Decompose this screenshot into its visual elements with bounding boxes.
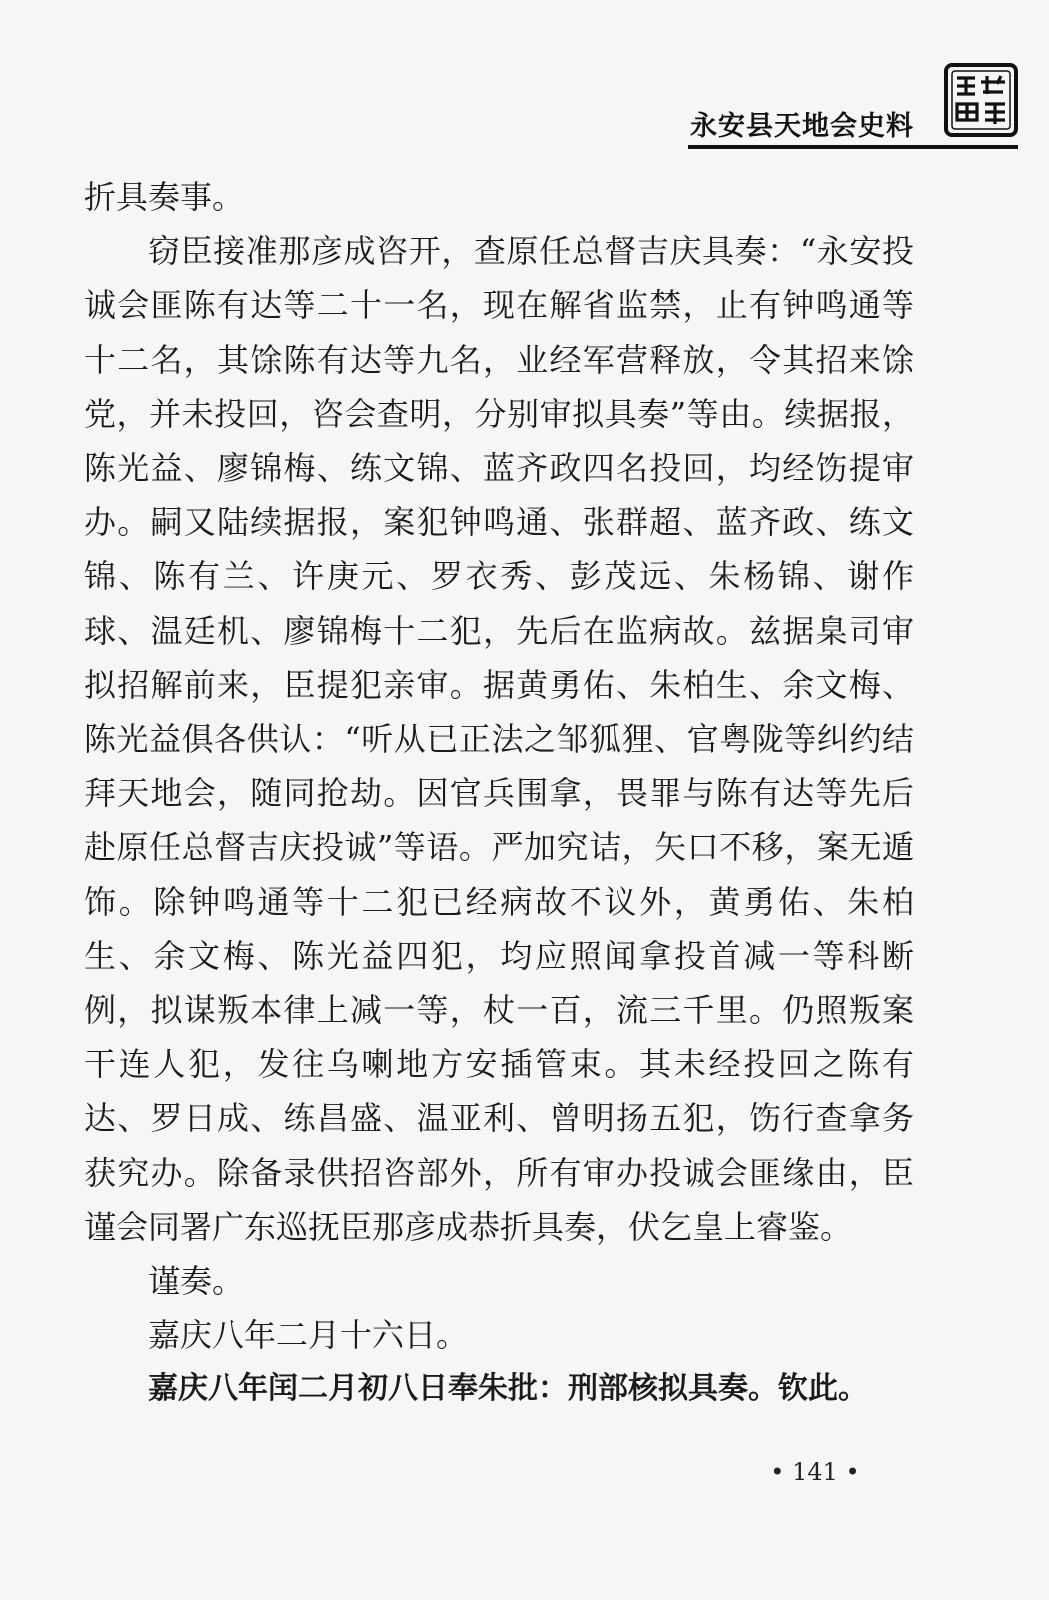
running-head-title: 永安县天地会史料 [690, 111, 914, 142]
paragraph-memorial: 窃臣接准那彦成咨开，查原任总督吉庆具奏：“永安投诚会匪陈有达等二十一名，现在解省监禁，止有钟鸣通等十二名，其馀陈有达等九名，业经军营释放，令其招来馀党，并未投回，咨会查明，分别审拟具奏”等由。续据报，陈光益、廖锦梅、练文锦、蓝齐政四名投回，均经饬提审办。嗣又陆续据报，案犯钟鸣通、张群超、蓝齐政、练文锦、陈有兰、许庚元、罗衣秀、彭茂远、朱杨锦、谢作球、温廷机、廖锦梅十二犯，先后在监病故。兹据臬司审拟招解前来，臣提犯亲审。据黄勇佑、朱柏生、余文梅、陈光益俱各供认：“听从已正法之邹狐狸、官粤陇等纠约结拜天地会，随同抢劫。因官兵围拿，畏罪与陈有达等先后赴原任总督吉庆投诚”等语。严加究诘，矢口不移，案无遁饰。除钟鸣通等十二犯已经病故不议外，黄勇佑、朱柏生、余文梅、陈光益四犯，均应照闻拿投首减一等科断例，拟谋叛本律上减一等，杖一百，流三千里。仍照叛案干连人犯，发往乌喇地方安插管束。其未经投回之陈有达、罗日成、练昌盛、温亚利、曾明扬五犯，饬行查拿务获究办。除备录供招咨部外，所有审办投诚会匪缘由，臣谨会同署广东巡抚臣那彦成恭折具奏，伏乞皇上睿鉴。 [84, 232, 914, 1246]
page-number: • 141 • [770, 1458, 860, 1486]
seal-stamp-icon [943, 62, 1019, 138]
memorial-date: 嘉庆八年二月十六日。 [148, 1316, 469, 1355]
header-rule [688, 145, 1018, 149]
main-text [84, 170, 914, 1417]
imperial-rescript: 嘉庆八年闰二月初八日奉朱批：刑部核拟具奏。钦此。 [148, 1371, 868, 1407]
closing-formula: 谨奏。 [148, 1262, 245, 1301]
paragraph-continuation: 折具奏事。 [84, 178, 245, 216]
